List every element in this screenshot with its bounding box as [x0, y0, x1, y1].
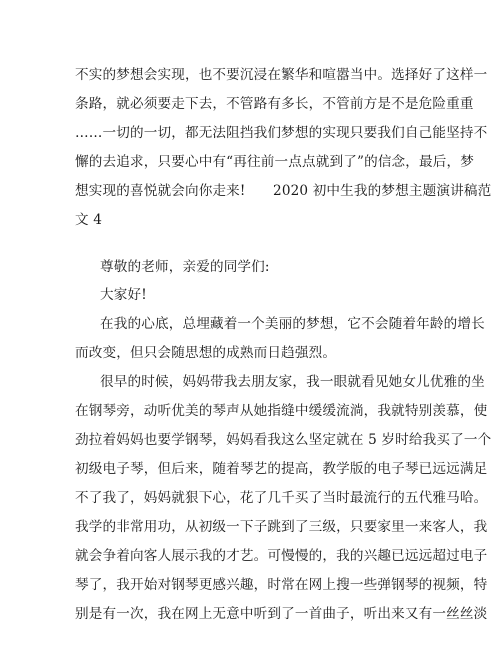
paragraph-line: 很早的时候，妈妈带我去朋友家，我一眼就看见她女儿优雅的坐 — [100, 374, 485, 390]
paragraph-line: 在我的心底，总埋藏着一个美丽的梦想，它不会随着年龄的增长 — [100, 316, 485, 332]
paragraph-line: 别是有一次，我在网上无意中听到了一首曲子，听出来又有一丝丝淡 — [75, 606, 488, 622]
paragraph-line: 而改变，但只会随思想的成熟而日趋强烈。 — [75, 345, 337, 361]
greeting: 大家好! — [100, 287, 147, 303]
paragraph-line: 在钢琴旁，动听优美的琴声从她指缝中缓缓流淌，我就特别羡慕，使 — [75, 403, 488, 419]
paragraph-line: 劲拉着妈妈也要学钢琴，妈妈看我这么坚定就在 5 岁时给我买了一个 — [75, 432, 492, 448]
text-line: 懈的去追求，只要心中有“再往前一点点就到了”的信念，最后，梦 — [75, 154, 475, 170]
paragraph-line: 不了我了，妈妈就狠下心，花了几千买了当时最流行的五代雅马哈。 — [75, 490, 488, 506]
text-line: 想实现的喜悦就会向你走来! 2020 初中生我的梦想主题演讲稿范 — [75, 183, 492, 199]
paragraph-line: 初级电子琴，但后来，随着琴艺的提高，教学版的电子琴已远远满足 — [75, 461, 488, 477]
text-line: ……一切的一切，都无法阻挡我们梦想的实现只要我们自己能坚持不 — [75, 125, 488, 141]
text-line: 条路，就必须要走下去，不管路有多长，不管前方是不是危险重重 — [75, 96, 474, 112]
salutation: 尊敬的老师，亲爱的同学们: — [100, 259, 270, 275]
paragraph-line: 琴了，我开始对钢琴更感兴趣，时常在网上搜一些弹钢琴的视频，特 — [75, 577, 488, 593]
paragraph-line: 我学的非常用功，从初级一下子跳到了三级，只要家里一来客人，我 — [75, 519, 488, 535]
text-line: 文 4 — [75, 212, 103, 228]
text-line: 不实的梦想会实现，也不要沉浸在繁华和喧嚣当中。选择好了这样一 — [75, 67, 488, 83]
paragraph-line: 就会争着向客人展示我的才艺。可慢慢的，我的兴趣已远远超过电子 — [75, 548, 488, 564]
